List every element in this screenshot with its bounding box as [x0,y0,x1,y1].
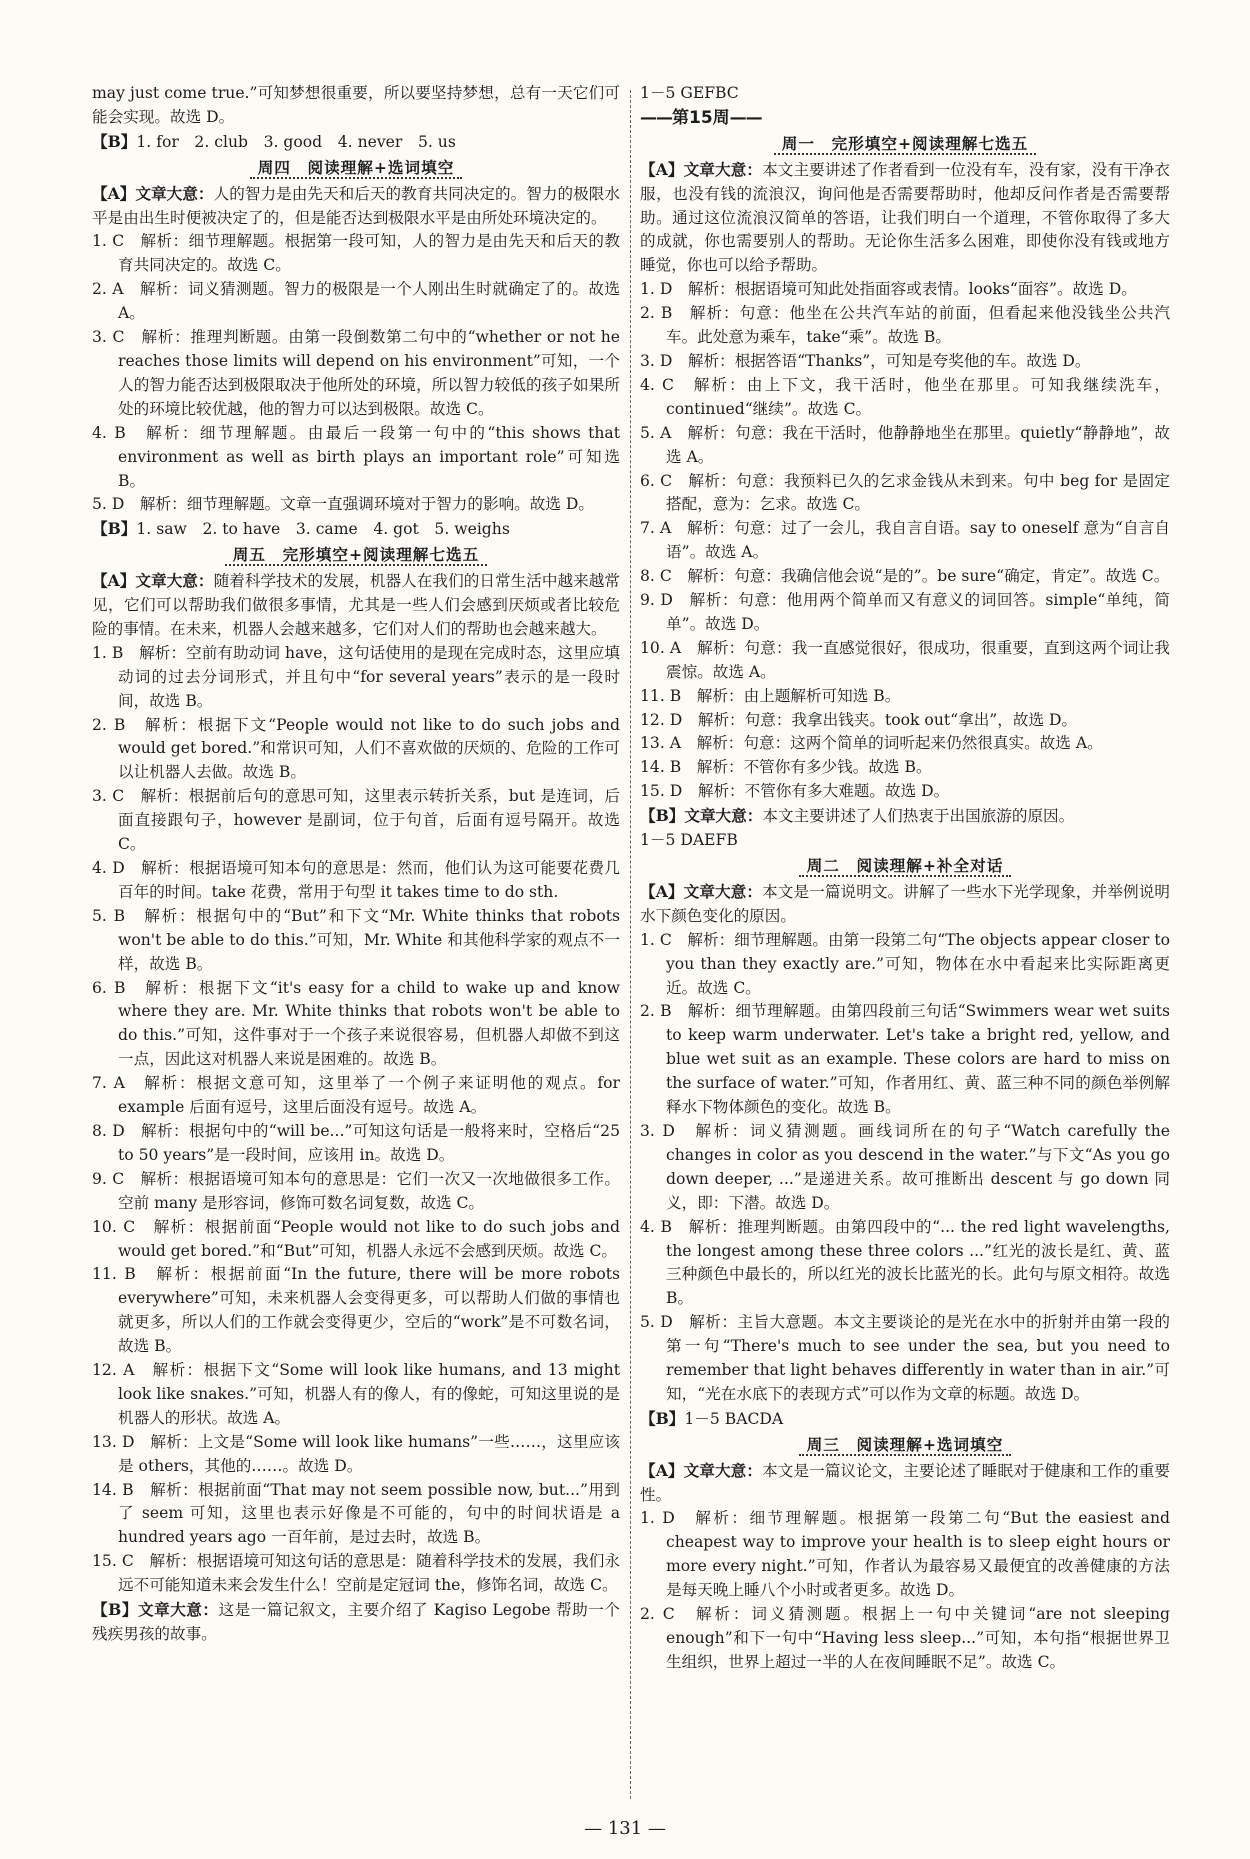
paragraph-lead: 【B】 [92,131,137,151]
answer-item [640,1120,1170,1216]
paragraph-text: may just come true.”可知梦想很重要，所以要坚持梦想，总有一天它们可能会实现。故选 D。 [92,84,620,126]
paragraph-text: 7. A 解析：句意：过了一会儿，我自言自语。say to oneself 意为“自言自语”。故选 A。 [640,519,1170,562]
paragraph-text: 本文主要讲述了作者看到一位没有车，没有家，没有干净衣服，也没有钱的流浪汉，询问他是否需要帮助时，他却反问作者是否需要帮助。通过这位流浪汉简单的答语，让我们明白一个道理，不管你取得了多大的成就，你也需要别人的帮助。无论你生活多么困难，即使你没有钱或地方睡觉，你也可以给予帮助。 [640,160,1170,275]
answer-item [92,1216,620,1264]
answer-item [640,1216,1170,1312]
paragraph [92,82,620,130]
paragraph-lead: 【B】 [640,1408,685,1428]
paragraph-text: 12. A 解析：根据下文“Some will look like humans, and 13 might look like snakes.”可知，机器人有的像人，有的像蛇，可知这里说的是机器人的形状。故选 A。 [92,1361,620,1427]
paragraph-text: 4. B 解析：推理判断题。由第四段中的“... the red light wavelengths, the longest among these three colors ...”红光的波长是红、黄、蓝三种颜色中最长的，所以红光的波长比蓝光的长。此句与原文相符。故选 B。 [640,1217,1170,1308]
paragraph-text: 1. B 解析：空前有助动词 have，这句话使用的是现在完成时态，这里应填动词的过去分词形式，并且句中“for several years”表示的是一段时间，故选 B。 [92,643,620,710]
answer-item [92,422,620,494]
paragraph-text: 11. B 解析：由上题解析可知选 B。 [640,686,901,705]
answer-item [640,732,1170,756]
paragraph-text: 1. saw 2. to have 3. came 4. got 5. weighs [136,520,510,539]
answer-item [92,1120,620,1168]
paragraph-text: 1. for 2. club 3. good 4. never 5. us [136,132,456,151]
section-heading [640,854,1170,878]
answer-item [640,302,1170,350]
paragraph-text: 2. B 解析：句意：他坐在公共汽车站的前面，但看起来他没钱坐公共汽车。此处意为乘车，take“乘”。故选 B。 [640,304,1170,347]
paragraph-text: 1. D 解析：根据语境可知此处指面容或表情。looks“面容”。故选 D。 [640,280,1137,299]
paragraph-text: 这是一篇记叙文，主要介绍了 Kagiso Legobe 帮助一个残疾男孩的故事。 [92,1601,621,1643]
paragraph-text: 4. C 解析：由上下文，我干活时，他坐在那里。可知我继续洗车，continued“继续”。故选 C。 [640,375,1170,418]
paragraph-text: 7. A 解析：根据文意可知，这里举了一个例子来证明他的观点。for example 后面有逗号，这里后面没有逗号。故选 A。 [92,1074,620,1117]
section-heading [640,132,1170,156]
paragraph [92,517,620,542]
answer-item [92,230,620,278]
week-heading: ——第15周—— [640,107,762,128]
answer-item [92,1550,620,1598]
paragraph-text: 9. D 解析：句意：他用两个简单而又有意义的词回答。simple“单纯，简单”。故选 D。 [640,591,1170,633]
answer-item [640,350,1170,374]
answer-item [640,1311,1170,1407]
paragraph [640,158,1170,279]
right-column [640,82,1170,1675]
paragraph-text: 11. B 解析：根据前面“In the future, there will be more robots everywhere”可知，未来机器人会变得更多，可以帮助人们做的事情也就更多，所以人们的工作就会变得更少，空后的“work”是不可数名词，故选 B。 [92,1265,620,1356]
paragraph-text: 3. C 解析：推理判断题。由第一段倒数第二句中的“whether or not he reaches those limits will depend on his environment”可知，一个人的智力能否达到极限取决于他所处的环境，所以智力较低的孩子如果所处的环境比较优越，他的智力可以达到极限。故选 C。 [92,328,620,418]
paragraph-text: 4. D 解析：根据语境可知本句的意思是：然而，他们认为这可能要花费几百年的时间。take 花费，常用于句型 it takes time to do sth. [92,859,620,901]
paragraph [640,1407,1170,1432]
paragraph-lead: 【A】文章大意： [640,1460,763,1480]
answer-item [640,637,1170,685]
paragraph [640,82,1170,106]
answer-item [640,278,1170,302]
answer-item [640,565,1170,589]
paragraph [92,1598,620,1647]
paragraph-text: 6. C 解析：句意：我预料已久的乞求金钱从未到来。句中 beg for 是固定搭配，意为：乞求。故选 C。 [640,471,1170,514]
page-number: — 131 — [584,1818,666,1839]
paragraph-text: 1－5 GEFBC [640,84,739,102]
paragraph-text: 9. C 解析：根据语境可知本句的意思是：它们一次又一次地做很多工作。空前 many 是形容词，修饰可数名词复数，故选 C。 [92,1169,620,1212]
answer-item [92,785,620,857]
answer-item [92,977,620,1073]
paragraph-text: 12. D 解析：句意：我拿出钱夹。took out“拿出”，故选 D。 [640,710,1078,729]
paragraph-text: 15. D 解析：不管你有多大难题。故选 D。 [640,782,950,801]
answer-item [640,780,1170,804]
paragraph-text: 5. D 解析：细节理解题。文章一直强调环境对于智力的影响。故选 D。 [92,495,595,514]
paragraph-text: 14. B 解析：不管你有多少钱。故选 B。 [640,758,932,777]
section-heading [640,1433,1170,1457]
paragraph-text: 1. C 解析：细节理解题。根据第一段可知，人的智力是由先天和后天的教育共同决定的。故选 C。 [92,232,620,275]
paragraph-lead: 【A】文章大意： [92,571,214,591]
answer-item [92,1072,620,1120]
column-divider [630,90,631,1799]
left-column [92,82,620,1647]
paragraph-text: 本文是一篇议论文，主要论述了睡眠对于健康和工作的重要性。 [640,1461,1170,1504]
week-heading-text: 第15周 [672,107,730,128]
paragraph-text: 8. D 解析：根据句中的“will be...”可知这句话是一般将来时，空格后“25 to 50 years”是一段时间，应该用 in。故选 D。 [92,1121,620,1164]
paragraph-text: 3. C 解析：根据前后句的意思可知，这里表示转折关系，but 是连词，后面直接跟句子，however 是副词，位于句首，后面有逗号隔开。故选 C。 [92,787,620,854]
paragraph-text: 2. C 解析：词义猜测题。根据上一句中关键词“are not sleeping enough”和下一句中“Having less sleep...”可知，本句指“根据世界卫生组织，世界上超过一半的人在夜间睡眠不足”。故选 C。 [640,1605,1170,1671]
paragraph-text: 5. B 解析：根据句中的“But”和下文“Mr. White thinks that robots won't be able to do this.”可知，Mr. White 和其他科学家的观点不一样，故选 B。 [92,906,620,973]
answer-item [92,278,620,326]
paragraph-text: 2. A 解析：词义猜测题。智力的极限是一个人刚出生时就确定了的。故选 A。 [92,280,620,323]
paragraph-text: 本文主要讲述了人们热衷于出国旅游的原因。 [762,807,1075,826]
paragraph-text: 随着科学技术的发展，机器人在我们的日常生活中越来越常见，它们可以帮助我们做很多事情，尤其是一些人们会感到厌烦或者比较危险的事情。在未来，机器人会越来越多，它们对人们的帮助也会越来越大。 [92,572,620,638]
answer-item [640,929,1170,1001]
paragraph-text: 10. A 解析：句意：我一直感觉很好，很成功，很重要，直到这两个词让我震惊。故选 A。 [640,638,1170,681]
answer-item [92,714,620,786]
paragraph-text: 14. B 解析：根据前面“That may not seem possible now, but...”用到了 seem 可知，这里也表示好像是不可能的，句中的时间状语是 a hundred years ago 一百年前，是过去时，故选 B。 [92,1480,620,1547]
answer-item [92,1479,620,1551]
paragraph [92,569,620,642]
paragraph-text: 10. C 解析：根据前面“People would not like to do such jobs and would get bored.”和“But”可知，机器人永远不会感到厌烦。故选 C。 [92,1217,620,1260]
answer-item [640,1507,1170,1603]
section-heading-text: 周四 阅读理解+选词填空 [250,158,463,179]
paragraph [640,880,1170,929]
paragraph-text: 4. B 解析：细节理解题。由最后一段第一句中的“this shows that environment as well as birth plays an important role”可知选 B。 [92,423,620,490]
answer-item [640,374,1170,422]
answer-item [640,756,1170,780]
paragraph [92,130,620,155]
answer-item [92,1168,620,1216]
answer-item [92,905,620,977]
paragraph-text: 本文是一篇说明文。讲解了一些水下光学现象，并举例说明水下颜色变化的原因。 [640,882,1170,925]
paragraph-text: 1－5 DAEFB [640,831,738,850]
paragraph-lead: 【A】文章大意： [92,183,214,203]
paragraph-lead: 【A】文章大意： [640,881,763,901]
answer-item [640,1000,1170,1120]
answer-item [92,857,620,905]
answer-item [640,589,1170,637]
paragraph-text: 3. D 解析：根据答语“Thanks”，可知是夸奖他的车。故选 D。 [640,351,1091,370]
paragraph-text: 6. B 解析：根据下文“it's easy for a child to wake up and know where they are. Mr. White thinks that robots won't be able to do this.”可知，这件事对于一个孩子来说很容易，但机器人却做不到这一点，因此这对机器人来说是困难的。故选 B。 [92,978,620,1069]
paragraph-text: 1. C 解析：细节理解题。由第一段第二句“The objects appear closer to you than they exactly are.”可知，物体在水中看起来比实际距离更近。故选 C。 [640,930,1170,997]
paragraph [640,829,1170,853]
answer-item [640,422,1170,470]
paragraph-text: 1. D 解析：细节理解题。根据第一段第二句“But the easiest and cheapest way to improve your health is to sleep eight hours or more every night.”可知，作者认为最容易又最便宜的改善健康的方法是每天晚上睡八个小时或者更多。故选 D。 [640,1509,1170,1600]
answer-item [92,326,620,422]
answer-item [640,470,1170,518]
section-heading-text: 周一 完形填空+阅读理解七选五 [774,134,1036,155]
paragraph-lead: 【B】文章大意： [92,1600,219,1620]
answer-item [92,1263,620,1359]
answer-item [92,1431,620,1479]
section-heading [92,156,620,180]
paragraph-text: 5. A 解析：句意：我在干活时，他静静地坐在那里。quietly“静静地”，故选 A。 [640,423,1170,466]
paragraph-lead: 【B】 [92,519,137,539]
paragraph-text: 13. A 解析：句意：这两个简单的词听起来仍然很真实。故选 A。 [640,734,1103,753]
answer-item [640,517,1170,565]
paragraph-text: 8. C 解析：句意：我确信他会说“是的”。be sure“确定，肯定”。故选 C。 [640,567,1170,586]
answer-item [92,1359,620,1431]
section-heading-text: 周三 阅读理解+选词填空 [799,1435,1012,1456]
paragraph-text: 5. D 解析：主旨大意题。本文主要谈论的是光在水中的折射并由第一段的第一句“There's much to see under the sea, but you need to remember that light behaves differently in water than in air.”可知，“光在水底下的表现方式”可以作为文章的标题。故选 D。 [640,1313,1170,1403]
answer-item [92,642,620,714]
paragraph-lead: 【B】文章大意： [640,806,763,826]
paragraph-text: 3. D 解析：词义猜测题。画线词所在的句子“Watch carefully the changes in color as you descend in the water.”与下文“As you go down deeper, ...”是递进关系。故可推断出 descent 与 go down 同义，即：下潜。故选 D。 [640,1121,1170,1212]
paragraph-text: 2. B 解析：根据下文“People would not like to do such jobs and would get bored.”和常识可知，人们不喜欢做的厌烦的、危险的工作可以让机器人去做。故选 B。 [92,715,620,782]
paragraph-text: 2. B 解析：细节理解题。由第四段前三句话“Swimmers wear wet suits to keep warm underwater. Let's take a bright red, yellow, and blue wet suit as an example. These colors are hard to miss on the surface of water.”可知，作者用红、黄、蓝三种不同的颜色举例解释水下物体颜色的变化。故选 B。 [640,1002,1170,1117]
answer-item [92,493,620,517]
answer-item [640,685,1170,709]
paragraph-text: 13. D 解析：上文是“Some will look like humans”一些……，这里应该是 others，其他的……。故选 D。 [92,1432,620,1475]
paragraph [92,182,620,231]
answer-item [640,1603,1170,1675]
paragraph-lead: 【A】文章大意： [640,159,763,179]
section-heading-text: 周五 完形填空+阅读理解七选五 [225,545,487,566]
paragraph [640,804,1170,829]
paragraph-text: 1－5 BACDA [684,1409,784,1428]
paragraph-text: 15. C 解析：根据语境可知这句话的意思是：随着科学技术的发展，我们永远不可能知道未来会发生什么！空前是定冠词 the，修饰名词，故选 C。 [92,1552,620,1595]
section-heading-text: 周二 阅读理解+补全对话 [799,856,1012,877]
section-heading [92,543,620,567]
paragraph [640,1459,1170,1508]
paragraph-text: 人的智力是由先天和后天的教育共同决定的。智力的极限水平是由出生时便被决定了的，但是能否达到极限水平是由所处环境决定的。 [92,184,620,227]
answer-item [640,709,1170,733]
